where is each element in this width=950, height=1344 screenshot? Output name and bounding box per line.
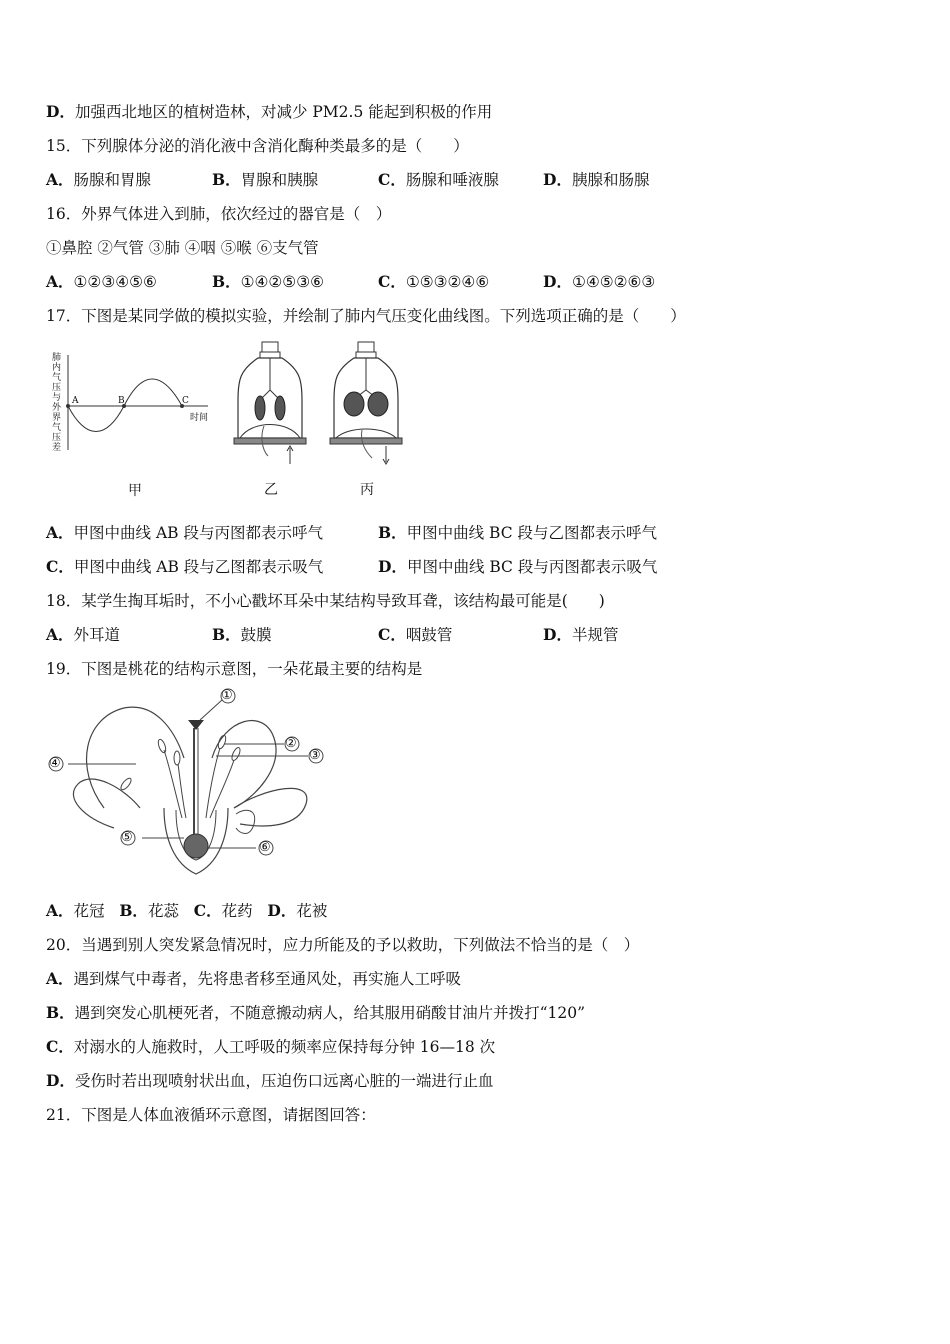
option-letter: D． bbox=[46, 1071, 75, 1090]
point-a-dot bbox=[66, 404, 70, 408]
curve-y-label: 肺内气压与外界气压差 bbox=[52, 353, 62, 453]
option-text: 花蕊 bbox=[147, 902, 179, 920]
point-b-label: B bbox=[118, 396, 125, 406]
option-text: ①⑤③②④⑥ bbox=[405, 273, 490, 291]
option-letter: C． bbox=[193, 901, 222, 920]
flower-label-2: ② bbox=[285, 736, 297, 751]
q18-option-c bbox=[378, 625, 452, 645]
option-text: ①②③④⑤⑥ bbox=[73, 273, 157, 291]
option-text: 胃腺和胰腺 bbox=[240, 171, 319, 189]
option-text: 甲图中曲线 BC 段与乙图都表示呼气 bbox=[406, 524, 658, 542]
option-letter: A． bbox=[46, 272, 74, 291]
q17-option-c bbox=[46, 557, 323, 577]
option-letter: C． bbox=[378, 625, 406, 644]
q20-option-a bbox=[46, 969, 461, 989]
option-letter: B． bbox=[212, 625, 241, 644]
q20-option-c bbox=[46, 1037, 495, 1057]
q21-stem: 21．下图是人体血液循环示意图，请据图回答： bbox=[46, 1106, 376, 1124]
option-text: 花冠 bbox=[73, 902, 105, 920]
option-letter: D． bbox=[378, 557, 407, 576]
option-text: 肠腺和唾液腺 bbox=[405, 171, 499, 189]
option-text: 外耳道 bbox=[73, 626, 121, 644]
peach-flower-diagram bbox=[44, 688, 334, 884]
q15-option-d bbox=[543, 170, 649, 190]
option-letter: C． bbox=[46, 557, 74, 576]
option-letter: B． bbox=[212, 272, 241, 291]
option-text: 鼓膜 bbox=[240, 626, 272, 644]
balloon-left bbox=[344, 392, 364, 416]
petal-right-lower bbox=[234, 788, 307, 826]
flower-label-4: ④ bbox=[49, 756, 61, 771]
q20-option-b bbox=[46, 1003, 585, 1023]
option-text: 甲图中曲线 AB 段与丙图都表示呼气 bbox=[73, 524, 323, 542]
ovule bbox=[184, 834, 208, 858]
balloon-right bbox=[275, 396, 285, 420]
flower-label-1: ① bbox=[221, 688, 233, 703]
option-letter: B． bbox=[119, 901, 148, 920]
q17-stem: 17．下图是某同学做的模拟实验，并绘制了肺内气压变化曲线图。下列选项正确的是（ ） bbox=[46, 307, 686, 325]
bell-jar-bing-figure bbox=[328, 340, 408, 470]
q18-option-b bbox=[212, 625, 272, 645]
q15-stem: 15．下列腺体分泌的消化液中含消化酶种类最多的是（ ） bbox=[46, 137, 469, 155]
diaphragm bbox=[240, 425, 300, 439]
flower-label-6: ⑥ bbox=[259, 840, 271, 855]
option-letter: B． bbox=[212, 170, 241, 189]
point-c-label: C bbox=[182, 396, 189, 406]
stigma bbox=[188, 720, 204, 730]
option-text: ①④②⑤③⑥ bbox=[240, 273, 324, 291]
caption-jia: 甲 bbox=[128, 483, 142, 499]
q16-items: ①鼻腔 ②气管 ③肺 ④咽 ⑤喉 ⑥支气管 bbox=[46, 239, 319, 257]
caption-bing: 丙 bbox=[360, 482, 374, 498]
balloon-left bbox=[255, 396, 265, 420]
option-letter: A． bbox=[46, 901, 74, 920]
bell-jar-yi-figure bbox=[232, 340, 312, 470]
q18-option-a bbox=[46, 625, 120, 645]
q16-option-a bbox=[46, 272, 157, 292]
q17-option-d bbox=[378, 557, 657, 577]
q16-option-c bbox=[378, 272, 489, 292]
option-letter: A． bbox=[46, 170, 74, 189]
option-text: 对溺水的人施救时，人工呼吸的频率应保持每分钟 16—18 次 bbox=[73, 1038, 496, 1056]
option-text: 甲图中曲线 BC 段与丙图都表示吸气 bbox=[406, 558, 658, 576]
option-letter: C． bbox=[378, 170, 406, 189]
q16-option-d bbox=[543, 272, 655, 292]
diaphragm bbox=[336, 429, 396, 438]
caption-yi: 乙 bbox=[264, 482, 278, 498]
option-letter: B． bbox=[46, 1003, 75, 1022]
option-letter: C． bbox=[46, 1037, 74, 1056]
petal-left-lower bbox=[73, 779, 140, 828]
q16-stem: 16．外界气体进入到肺，依次经过的器官是（ ） bbox=[46, 205, 392, 223]
point-a-label: A bbox=[72, 396, 79, 406]
option-letter: D． bbox=[543, 170, 572, 189]
option-text: 半规管 bbox=[571, 626, 619, 644]
option-text: 受伤时若出现喷射状出血，压迫伤口远离心脏的一端进行止血 bbox=[74, 1072, 494, 1090]
q16-option-b bbox=[212, 272, 324, 292]
option-text: ①④⑤②⑥③ bbox=[571, 273, 656, 291]
option-letter: A． bbox=[46, 625, 74, 644]
curve-x-label: 时间 bbox=[190, 413, 209, 423]
option-text: 花被 bbox=[296, 902, 328, 920]
petal-right bbox=[212, 721, 276, 808]
option-text: 遇到煤气中毒者，先将患者移至通风处，再实施人工呼吸 bbox=[73, 970, 462, 988]
q14-option-d bbox=[46, 102, 492, 122]
option-text: 咽鼓管 bbox=[405, 626, 453, 644]
flower-label-5: ⑤ bbox=[121, 830, 133, 845]
option-text: 花药 bbox=[221, 902, 253, 920]
q15-option-b bbox=[212, 170, 318, 190]
option-letter: D． bbox=[543, 272, 572, 291]
q19-stem: 19．下图是桃花的结构示意图，一朵花最主要的结构是 bbox=[46, 660, 423, 678]
option-text: 遇到突发心肌梗死者，不随意搬动病人，给其服用硝酸甘油片并拨打“120” bbox=[74, 1004, 586, 1022]
q15-option-c bbox=[378, 170, 499, 190]
option-letter: A． bbox=[46, 969, 74, 988]
option-letter: D． bbox=[267, 901, 297, 920]
sepal-right bbox=[236, 810, 255, 833]
option-text: 胰腺和肠腺 bbox=[571, 171, 650, 189]
option-text: 甲图中曲线 AB 段与乙图都表示吸气 bbox=[73, 558, 324, 576]
option-text: 肠腺和胃腺 bbox=[73, 171, 152, 189]
q20-stem: 20．当遇到别人突发紧急情况时，应力所能及的予以救助，下列做法不恰当的是（ ） bbox=[46, 936, 640, 954]
option-letter: D． bbox=[46, 102, 75, 121]
balloon-right bbox=[368, 392, 388, 416]
q18-stem: 18．某学生掏耳垢时，不小心戳坏耳朵中某结构导致耳聋，该结构最可能是( ) bbox=[46, 592, 605, 610]
q20-option-d bbox=[46, 1071, 493, 1091]
q17-option-b bbox=[378, 523, 657, 543]
flower-label-3: ③ bbox=[309, 748, 321, 763]
q17-option-a bbox=[46, 523, 323, 543]
option-letter: D． bbox=[543, 625, 572, 644]
q15-option-a bbox=[46, 170, 151, 190]
option-letter: B． bbox=[378, 523, 407, 542]
option-letter: C． bbox=[378, 272, 406, 291]
q19-options bbox=[46, 901, 327, 921]
q18-option-d bbox=[543, 625, 618, 645]
option-text: 加强西北地区的植树造林，对减少 PM2.5 能起到积极的作用 bbox=[74, 103, 493, 121]
option-letter: A． bbox=[46, 523, 74, 542]
petal-left bbox=[87, 707, 184, 808]
